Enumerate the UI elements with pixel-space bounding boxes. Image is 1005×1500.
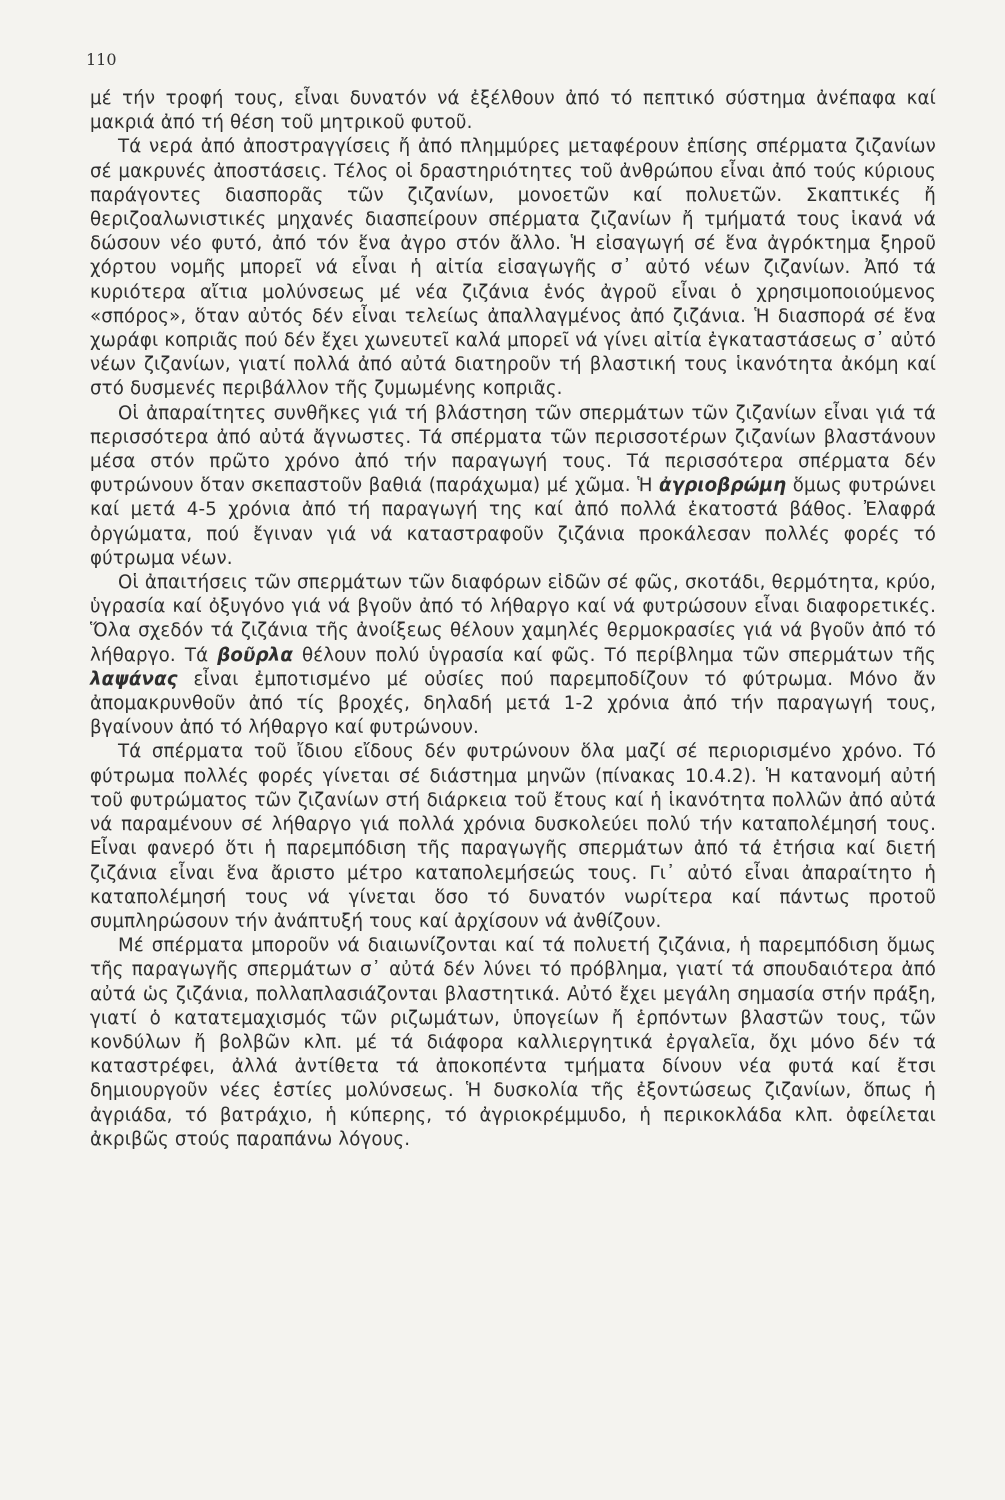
text-segment: μέ τήν τροφή τους, εἶναι δυνατόν νά ἐξέλθουν ἀπό τό πεπτικό σύστημα ἀνέπαφα καί μακριά ἀπό τή θέση τοῦ μητρικοῦ φυτοῦ. <box>90 88 936 134</box>
paragraph <box>90 87 936 135</box>
paragraph <box>90 135 936 401</box>
text-segment: Τά σπέρματα τοῦ ἴδιου εἴδους δέν φυτρώνουν ὅλα μαζί σέ περιορισμένο χρόνο. Τό φύτρωμα πολλές φορές γίνεται σέ διάστημα μηνῶν (πίνακας 10.4.2). Ἡ κατανομή αὐτή τοῦ φυτρώματος τῶν ζιζανίων στή διάρκεια τοῦ ἔτους καί ἡ ἱκανότητα πολλῶν ἀπό αὐτά νά παραμένουν σέ λήθαργο γιά πολλά χρόνια δυσκολεύει πολύ τήν καταπολέμησή τους. Εἶναι φανερό ὅτι ἡ παρεμπόδιση τῆς παραγωγῆς σπερμάτων ἀπό τά ἐτήσια καί διετή ζιζάνια εἶναι ἕνα ἄριστο μέτρο καταπολεμήσεώς τους. Γι᾽ αὐτό εἶναι ἀπαραίτητο ἡ καταπολέμησή τους νά γίνεται ὅσο τό δυνατόν νωρίτερα καί πάντως προτοῦ συμπληρώσουν τήν ἀνάπτυξή τους καί ἀρχίσουν νά ἀνθίζουν. <box>90 741 936 932</box>
text-segment: Οἱ ἀπαιτήσεις τῶν σπερμάτων τῶν διαφόρων εἰδῶν σέ φῶς, σκοτάδι, θερμότητα, κρύο, ὑγρασία καί ὀξυγόνο γιά νά βγοῦν ἀπό τό λήθαργο καί νά φυτρώσουν εἶναι διαφορετικές. Ὅλα σχεδόν τά ζιζάνια τῆς ἀνοίξεως θέλουν χαμηλές θερμοκρασίες γιά νά βγοῦν ἀπό τό λήθαργο. Τά <box>90 572 936 666</box>
text-segment: ὅμως φυτρώνει καί μετά 4-5 χρόνια ἀπό τή παραγωγή της καί ἀπό πολλά ἑκατοστά βάθος. Ἐλαφρά ὀργώματα, πού ἔγιναν γιά νά καταστραφοῦν ζιζάνια προκάλεσαν πολλές φορές τό φύτρωμα νέων. <box>90 475 936 569</box>
text-segment: Τά νερά ἀπό ἀποστραγγίσεις ἤ ἀπό πλημμύρες μεταφέρουν ἐπίσης σπέρματα ζιζανίων σέ μακρυνές ἀποστάσεις. Τέλος οἱ δραστηριότητες τοῦ ἀνθρώπου εἶναι ἀπό τούς κύριους παράγοντες διασπορᾶς τῶν ζιζανίων, μονοετῶν καί πολυετῶν. Σκαπτικές ἤ θεριζοαλωνιστικές μηχανές διασπείρουν σπέρματα ζιζανίων ἤ τμήματά τους ἱκανά νά δώσουν νέο φυτό, ἀπό τόν ἕνα ἀγρο στόν ἄλλο. Ἡ εἰσαγωγή σέ ἕνα ἀγρόκτημα ξηροῦ χόρτου νομῆς μπορεῖ νά εἶναι ἡ αἰτία εἰσαγωγῆς σ᾽ αὐτό νέων ζιζανίων. Ἀπό τά κυριότερα αἴτια μολύνσεως μέ νέα ζιζάνια ἑνός ἀγροῦ εἶναι ὁ χρησιμοποιούμενος «σπόρος», ὅταν αὐτός δέν εἶναι τελείως ἀπαλλαγμένος ἀπό ζιζάνια. Ἡ διασπορά σέ ἕνα χωράφι κοπριᾶς πού δέν ἔχει χωνευτεῖ καλά μπορεῖ νά γίνει αἰτία ἐγκαταστάσεως σ᾽ αὐτό νέων ζιζανίων, γιατί πολλά ἀπό αὐτά διατηροῦν τή βλαστική τους ἱκανότητα ἀκόμη καί στό δυσμενές περιβάλλον τῆς ζυμωμένης κοπριᾶς. <box>90 136 936 400</box>
emphasized-term: βοῦρλα <box>217 644 293 666</box>
text-segment: θέλουν πολύ ὑγρασία καί φῶς. Τό περίβλημα τῶν σπερμάτων τῆς <box>293 644 936 666</box>
text-segment: εἶναι ἐμποτισμένο μέ οὐσίες πού παρεμποδίζουν τό φύτρωμα. Μόνο ἄν ἀπομακρυνθοῦν ἀπό τίς βροχές, δηλαδή μετά 1-2 χρόνια ἀπό τήν παραγωγή τους, βγαίνουν ἀπό τό λήθαργο καί φυτρώνουν. <box>90 668 936 739</box>
emphasized-term: ἀγριοβρώμη <box>659 475 787 497</box>
page-number: 110 <box>86 50 117 69</box>
body-text <box>90 87 936 1152</box>
emphasized-term: λαψάνας <box>90 668 178 690</box>
paragraph <box>90 934 936 1152</box>
paragraph <box>90 571 936 740</box>
paragraph <box>90 402 936 571</box>
text-segment: Μέ σπέρματα μποροῦν νά διαιωνίζονται καί τά πολυετή ζιζάνια, ἡ παρεμπόδιση ὅμως τῆς παραγωγῆς σπερμάτων σ᾽ αὐτά δέν λύνει τό πρόβλημα, γιατί τά σπουδαιότερα ἀπό αὐτά ὡς ζιζάνια, πολλαπλασιάζονται βλαστητικά. Αὐτό ἔχει μεγάλη σημασία στήν πράξη, γιατί ὁ κατατεμαχισμός τῶν ριζωμάτων, ὑπογείων ἤ ἑρπόντων βλαστῶν τους, τῶν κονδύλων ἤ βολβῶν κλπ. μέ τά διάφορα καλλιεργητικά ἐργαλεῖα, ὄχι μόνο δέν τά καταστρέφει, ἀλλά ἀντίθετα τά ἀποκοπέντα τμήματα δίνουν νέα φυτά καί ἔτσι δημιουργοῦν νέες ἑστίες μολύνσεως. Ἡ δυσκολία τῆς ἐξοντώσεως ζιζανίων, ὅπως ἡ ἀγριάδα, τό βατράχιο, ἡ κύπερης, τό ἀγριοκρέμμυδο, ἡ περικοκλάδα κλπ. ὀφείλεται ἀκριβῶς στούς παραπάνω λόγους. <box>90 935 936 1150</box>
text-segment: Οἱ ἀπαραίτητες συνθῆκες γιά τή βλάστηση τῶν σπερμάτων τῶν ζιζανίων εἶναι γιά τά περισσότερα ἀπό αὐτά ἄγνωστες. Τά σπέρματα τῶν περισσοτέρων ζιζανίων βλαστάνουν μέσα στόν πρῶτο χρόνο ἀπό τήν παραγωγή τους. Τά περισσότερα σπέρματα δέν φυτρώνουν ὅταν σκεπαστοῦν βαθιά (παράχωμα) μέ χῶμα. Ἡ <box>90 402 936 497</box>
paragraph <box>90 740 936 934</box>
